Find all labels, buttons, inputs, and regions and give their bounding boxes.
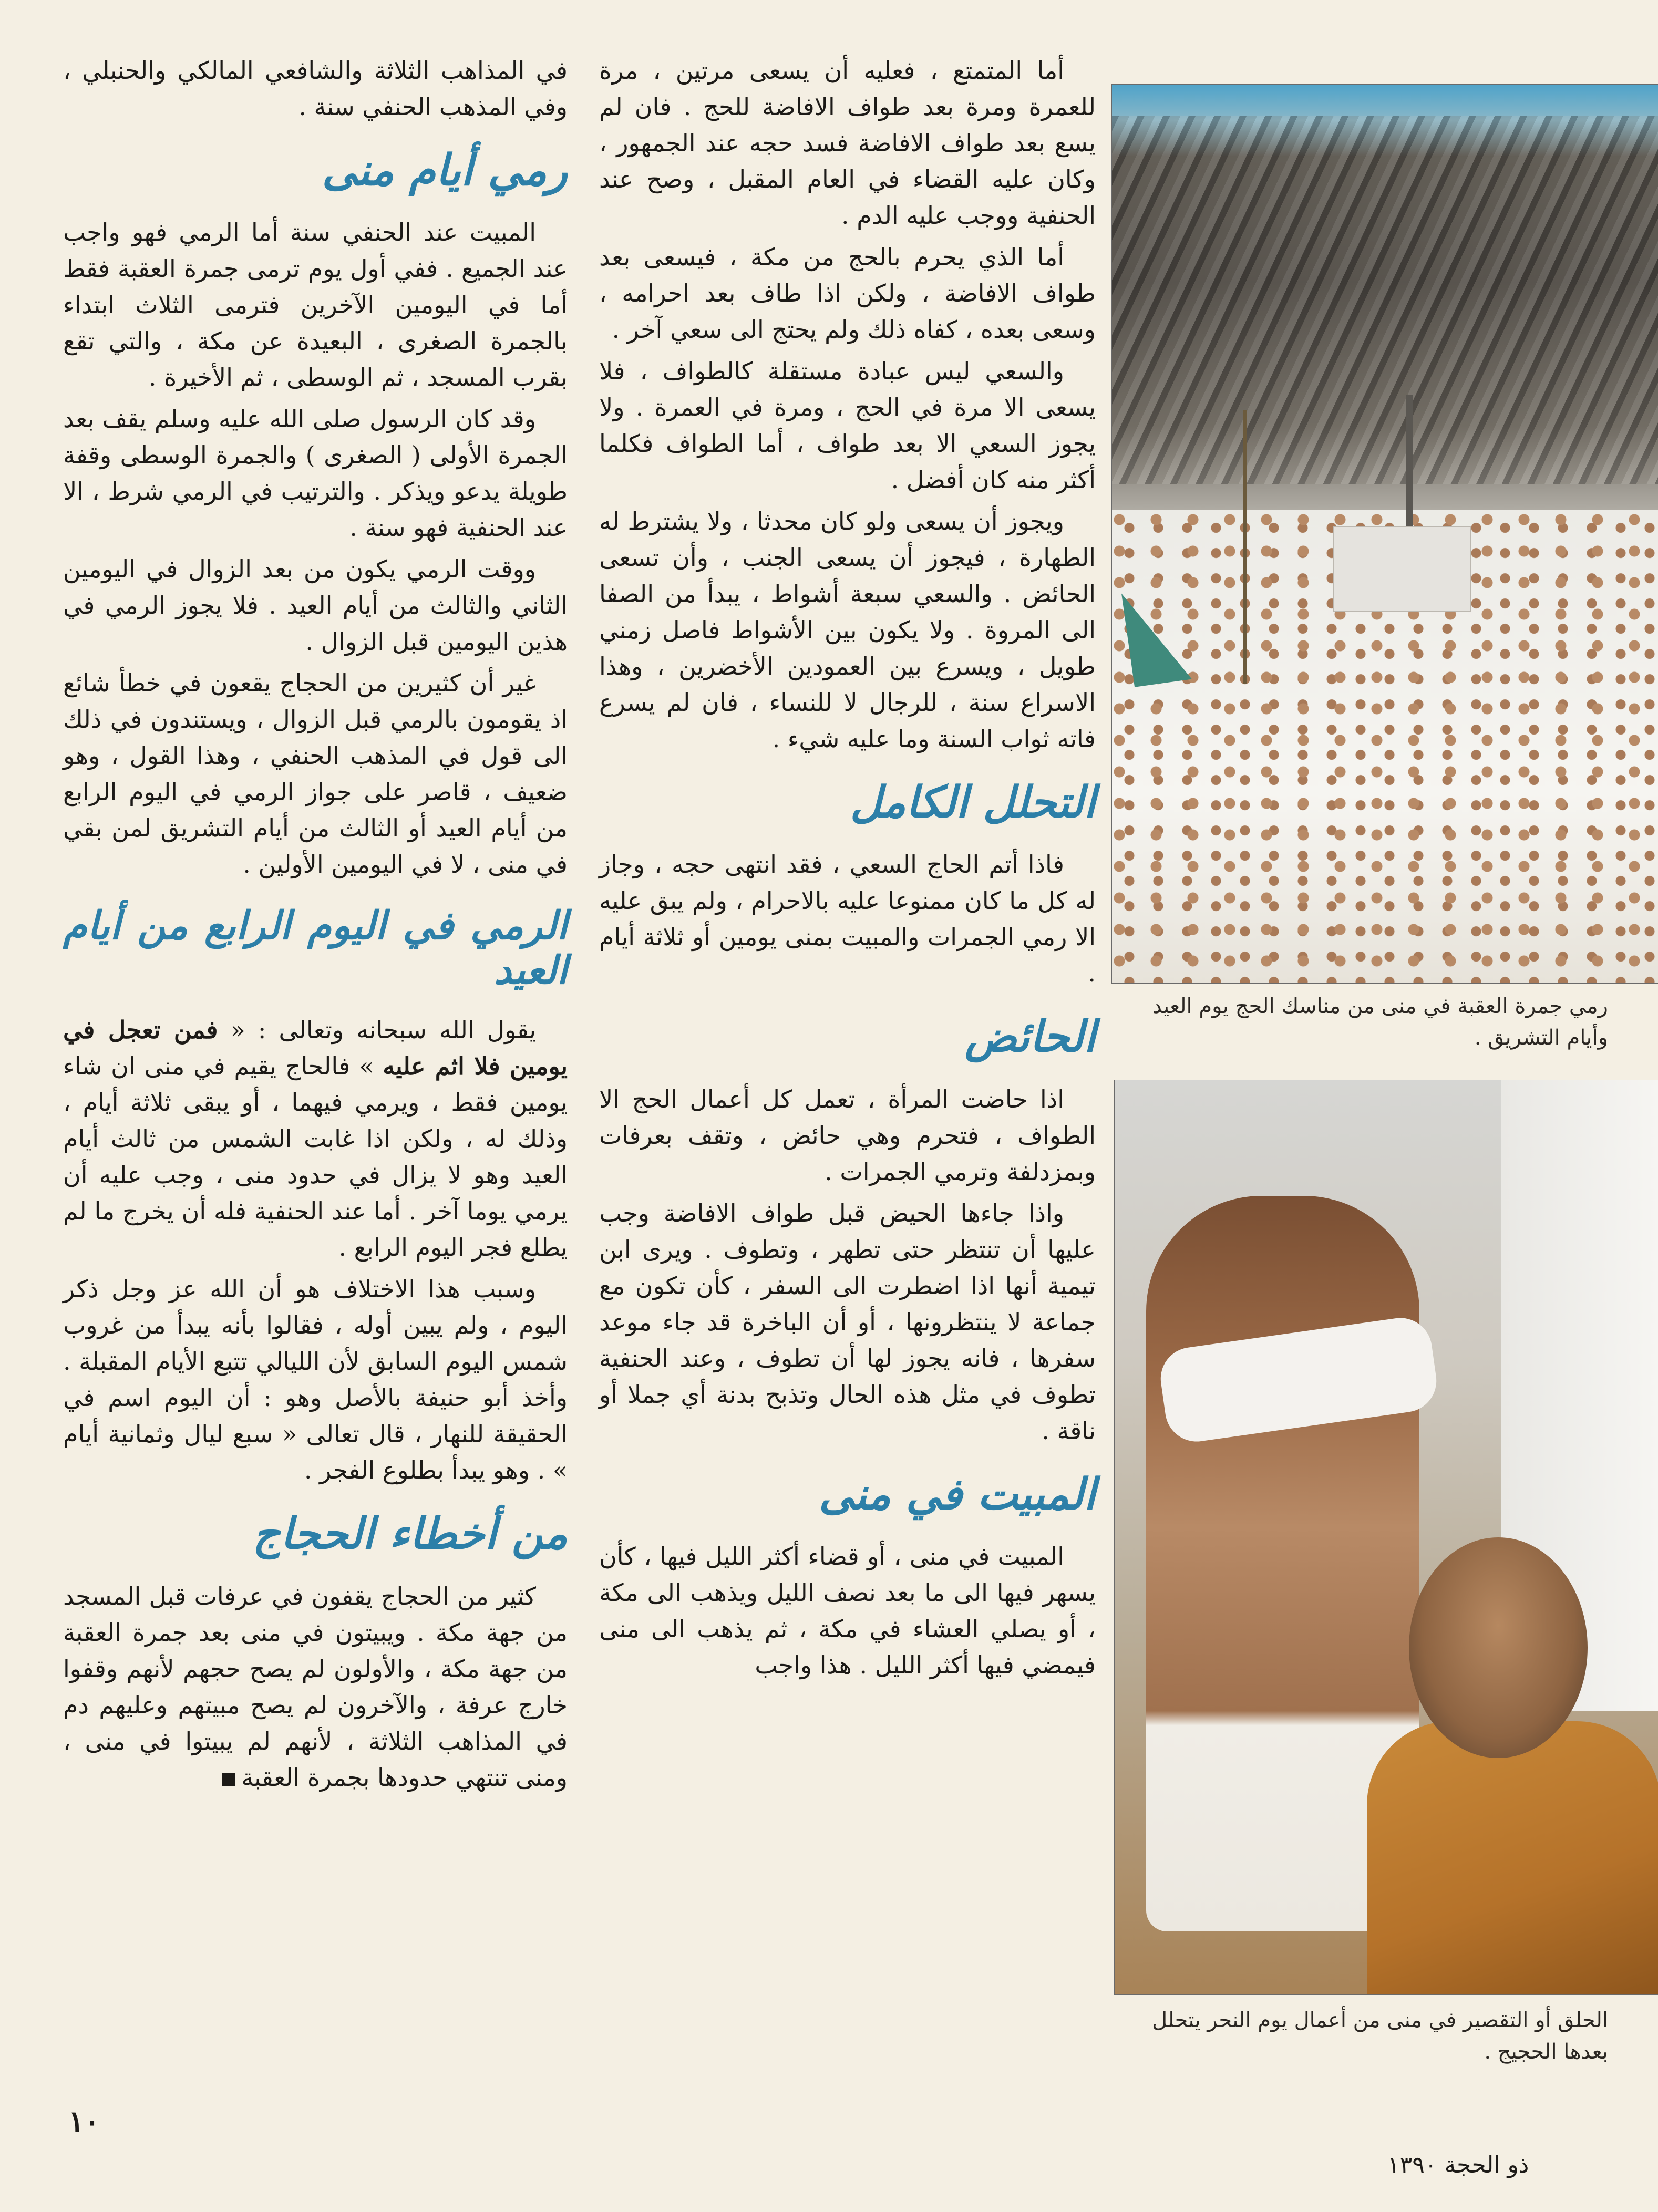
photo-caption-top: رمي جمرة العقبة في منى من مناسك الحج يوم العيد وأيام التشريق . <box>1152 994 1608 1050</box>
section-heading-staying-in-mina: المبيت في منى <box>819 1469 1096 1520</box>
paragraph <box>63 1578 568 1796</box>
left-column <box>63 53 568 1801</box>
booth <box>1333 526 1471 612</box>
paragraph-quran-quote <box>63 1012 568 1266</box>
paragraph: في المذاهب الثلاثة والشافعي المالكي والحنبلي ، وفي المذهب الحنفي سنة . <box>63 56 568 121</box>
section-heading-full-release: التحلل الكامل <box>850 778 1096 828</box>
photo-stoning-crowd <box>1111 84 1658 984</box>
photo-caption-bottom: الحلق أو التقصير في منى من أعمال يوم النحر يتحلل بعدها الحجيج . <box>1152 2008 1608 2064</box>
middle-column <box>599 53 1096 1689</box>
section-heading-rami-ayyam-mina: رمي أيام منى <box>322 146 568 195</box>
paragraph: ووقت الرمي يكون من بعد الزوال في اليومين الثاني والثالث من أيام العيد . فلا يجوز الرمي في هذين اليومين قبل الزوال . <box>63 555 568 656</box>
issue-date: ذو الحجة ١٣٩٠ <box>1387 2152 1529 2178</box>
mountain-texture <box>1112 116 1658 484</box>
paragraph: واذا جاءها الحيض قبل طواف الافاضة وجب عليها أن تنتظر حتى تطهر ، وتطوف . ويرى ابن تيمية أنها اذا اضطرت الى السفر ، كأن تكون مع جماعة لا ينتظرونها ، أو أن الباخرة قد جاء موعد سفرها ، فانه يجوز لها أن تطوف ، وعند الحنفية تطوف في مثل هذه الحال وتذبح بدنة أي جملا أو ناقة . <box>599 1198 1096 1445</box>
orange-garment <box>1367 1721 1658 1994</box>
paragraph: اذا حاضت المرأة ، تعمل كل أعمال الحج الا الطواف ، فتحرم وهي حائض ، وتقف بعرفات وبمزدلفة وترمي الجمرات . <box>599 1084 1096 1186</box>
shaved-head <box>1409 1537 1588 1758</box>
quran-verse: فمن تعجل في يومين فلا اثم عليه <box>63 1016 568 1081</box>
quote-rest: » فالحاج يقيم في منى ان شاء يومين فقط ، ويرمي فيهما ، أو يبقى ثلاثة أيام ، وذلك له ، ولكن اذا غابت الشمس من ثالث أيام العيد وهو لا يزال في حدود منى ، وجب عليه أن يرمي يوما آخر . أما عند الحنفية فله أن يخرج ما لم يطلع فجر اليوم الرابع . <box>63 1052 568 1262</box>
paragraph: المبيت في منى ، أو قضاء أكثر الليل فيها ، كأن يسهر فيها الى ما بعد نصف الليل ويذهب الى مكة ، أو يصلي العشاء في مكة ، ثم يذهب الى منى فيمضي فيها أكثر الليل . هذا واجب <box>599 1542 1096 1679</box>
paragraph: والسعي ليس عبادة مستقلة كالطواف ، فلا يسعى الا مرة في الحج ، ومرة في العمرة . ولا يجوز السعي الا بعد طواف ، أما الطواف فكلما أكثر منه كان أفضل . <box>599 357 1096 494</box>
end-square-icon <box>222 1773 235 1786</box>
paragraph-text: كثير من الحجاج يقفون في عرفات قبل المسجد من جهة مكة . ويبيتون في منى بعد جمرة العقبة من جهة مكة ، والأولون لم يصح حجهم لأنهم وقفوا خارج عرفة ، والآخرون لم يصح مبيتهم وعليهم دم في المذاهب الثلاثة ، لأنهم لم يبيتوا في منى ، ومنى تنتهي حدودها بجمرة العقبة <box>63 1582 568 1792</box>
section-heading-menstruating: الحائض <box>965 1012 1096 1062</box>
paragraph: غير أن كثيرين من الحجاج يقعون في خطأ شائع اذ يقومون بالرمي قبل الزوال ، ويستندون في ذلك الى قول في المذهب الحنفي ، وهذا القول ، وهو ضعيف ، قاصر على جواز الرمي في اليوم الرابع من أيام العيد أو الثالث من أيام التشريق لمن بقي في منى ، لا في اليومين الأولين . <box>63 669 568 879</box>
section-heading-fourth-day: الرمي في اليوم الرابع من أيام العيد <box>63 903 568 994</box>
paragraph: أما الذي يحرم بالحج من مكة ، فيسعى بعد طواف الافاضة ، ولكن اذا طاف بعد احرامه ، وسعى بعده ، كفاه ذلك ولم يحتج الى سعي آخر . <box>599 243 1096 344</box>
paragraph: أما المتمتع ، فعليه أن يسعى مرتين ، مرة للعمرة ومرة بعد طواف الافاضة للحج . فان لم يسع بعد طواف الافاضة فسد حجه عند الجمهور ، وكان عليه القضاء في العام المقبل ، وصح عند الحنفية ووجب عليه الدم . <box>599 56 1096 230</box>
paragraph: وسبب هذا الاختلاف هو أن الله عز وجل ذكر اليوم ، ولم يبين أوله ، فقالوا بأنه يبدأ من غروب شمس اليوم السابق لأن الليالي تتبع الأيام المقبلة . وأخذ أبو حنيفة بالأصل وهو : أن اليوم اسم في الحقيقة للنهار ، قال تعالى « سبع ليال وثمانية أيام » . وهو يبدأ بطلوع الفجر . <box>63 1275 568 1485</box>
page-number: ١٠ <box>68 2104 100 2139</box>
paragraph: ويجوز أن يسعى ولو كان محدثا ، ولا يشترط له الطهارة ، فيجوز أن يسعى الجنب ، وأن تسعى الحائض . والسعي سبعة أشواط ، يبدأ من الصفا الى المروة . ولا يكون بين الأشواط فاصل زمني طويل ، ويسرع بين العمودين الأخضرين ، وهذا الاسراع سنة ، للرجال لا للنساء ، فان لم يسرع فاته ثواب السنة وما عليه شيء . <box>599 507 1096 753</box>
quote-intro: يقول الله سبحانه وتعالى : « <box>230 1016 537 1045</box>
paragraph: فاذا أتم الحاج السعي ، فقد انتهى حجه ، وجاز له كل ما كان ممنوعا عليه بالاحرام ، ولم يبق عليه الا رمي الجمرات والمبيت بمنى يومين أو ثلاثة أيام . <box>599 850 1096 988</box>
paragraph: وقد كان الرسول صلى الله عليه وسلم يقف بعد الجمرة الأولى ( الصغرى ) والجمرة الوسطى وقفة طويلة يدعو ويذكر . والترتيب في الرمي شرط ، الا عند الحنفية فهو سنة . <box>63 405 568 542</box>
photo-head-shaving <box>1114 1080 1658 1995</box>
paragraph: المبيت عند الحنفي سنة أما الرمي فهو واجب عند الجميع . ففي أول يوم ترمى جمرة العقبة فقط أما في اليومين الآخرين فترمى الثلاث ابتداء بالجمرة الصغرى ، البعيدة عن مكة ، والتي تقع بقرب المسجد ، ثم الوسطى ، ثم الأخيرة . <box>63 218 568 392</box>
flag-pole <box>1243 410 1247 684</box>
section-heading-pilgrim-mistakes: من أخطاء الحجاج <box>252 1509 568 1559</box>
